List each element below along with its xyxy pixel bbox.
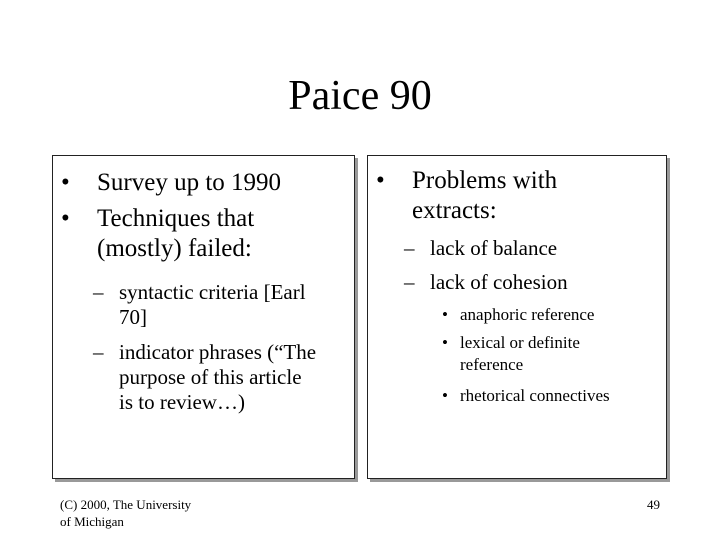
sub-sub-bullet-item bbox=[442, 304, 662, 326]
left-content-panel bbox=[52, 155, 355, 479]
bullet-item bbox=[61, 204, 351, 266]
sub-sub-bullet-text: lexical or definite reference bbox=[460, 333, 580, 374]
bullet-dot: • bbox=[61, 205, 70, 232]
sub-sub-bullet-text: anaphoric reference bbox=[460, 305, 595, 324]
sub-bullet-item bbox=[404, 270, 659, 295]
sub-sub-bullet-item bbox=[442, 332, 662, 376]
sub-bullet-item bbox=[93, 340, 351, 418]
sub-sub-bullet-dot: • bbox=[442, 386, 448, 405]
bullet-dot: • bbox=[376, 167, 385, 194]
bullet-item bbox=[61, 168, 351, 198]
sub-bullet-text: lack of balance bbox=[430, 236, 558, 260]
page-number: 49 bbox=[647, 497, 660, 512]
sub-bullet-text: indicator phrases (“The purpose of this article is to review…) bbox=[119, 340, 317, 414]
sub-bullet-text: lack of cohesion bbox=[430, 270, 568, 294]
bullet-text: Survey up to 1990 bbox=[97, 169, 282, 196]
bullet-dot: • bbox=[61, 169, 70, 196]
sub-bullet-dash: – bbox=[93, 280, 104, 304]
sub-bullet-dash: – bbox=[404, 236, 415, 260]
bullet-text: Problems with extracts: bbox=[412, 167, 558, 224]
sub-bullet-dash: – bbox=[404, 270, 415, 294]
footer-copyright: (C) 2000, The University of Michigan bbox=[60, 497, 192, 529]
sub-bullet-item bbox=[404, 236, 659, 261]
sub-bullet-text: syntactic criteria [Earl 70] bbox=[119, 280, 306, 329]
slide-title: Paice 90 bbox=[288, 73, 432, 119]
sub-bullet-item bbox=[93, 280, 351, 332]
sub-sub-bullet-text: rhetorical connectives bbox=[460, 386, 610, 405]
bullet-item bbox=[376, 166, 661, 228]
sub-sub-bullet-item bbox=[442, 385, 662, 407]
sub-sub-bullet-dot: • bbox=[442, 333, 448, 352]
sub-bullet-dash: – bbox=[93, 340, 104, 364]
bullet-text: Techniques that (mostly) failed: bbox=[97, 205, 255, 262]
right-content-panel bbox=[367, 155, 667, 479]
sub-sub-bullet-dot: • bbox=[442, 305, 448, 324]
